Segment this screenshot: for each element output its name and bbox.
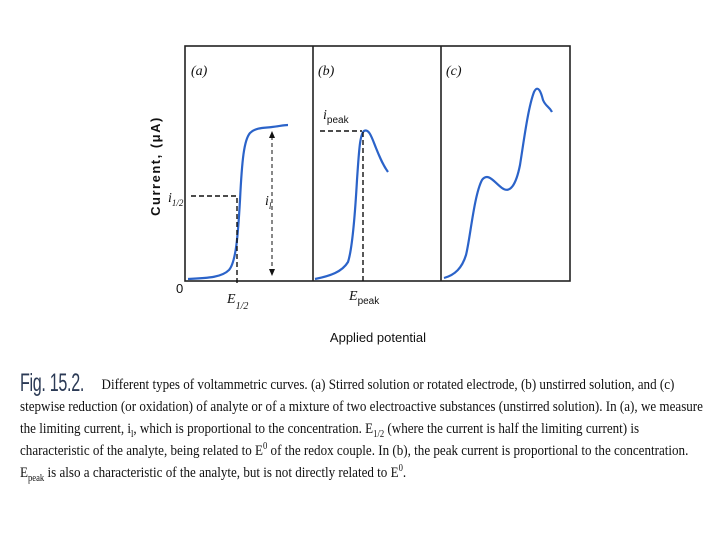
- caption-text-4: of the redox couple. In (b), the peak current is proportional to the concentration. E: [20, 442, 689, 481]
- curve-a-stirred: [188, 125, 288, 279]
- caption-text-1: Different types of voltammetric curves. (a) Stirred solution or rotated electrode, (b) unstirred solution, and (c) stepwise reduction (or oxidation) of analyte or of a mixture of two electroactive substances (unstirred solution). In (a), we measure the limiting current, i: [20, 376, 703, 437]
- il-label: $i_l$: [265, 194, 272, 211]
- il-arrow-head-down: [269, 269, 275, 276]
- panel-label-c: (c): [446, 64, 462, 79]
- zero-label: 0: [176, 281, 184, 296]
- figure-number: Fig. 15.2.: [20, 369, 85, 397]
- caption-sub-half: 1/2: [373, 429, 385, 441]
- caption-text-2: , which is proportional to the concentration. E: [133, 420, 374, 437]
- il-arrow-head-up: [269, 131, 275, 138]
- panel-label-a: (a): [191, 64, 208, 79]
- caption-text-3: (where the current is half the limiting current) is characteristic of the analyte, being related to E: [20, 420, 640, 459]
- caption-sup-0b: 0: [398, 462, 403, 474]
- ipeak-label: $i_{peak}$: [323, 108, 349, 126]
- panel-label-b: (b): [318, 64, 335, 79]
- e-half-label: $E_{1/2}$: [227, 292, 249, 312]
- x-axis-label: Applied potential: [329, 330, 427, 345]
- curve-b-unstirred: [315, 130, 388, 279]
- i-half-label: $i_{1/2}$: [168, 191, 184, 208]
- caption-text-5: is also a characteristic of the analyte, but is not directly related to E: [44, 464, 399, 481]
- curve-c-stepwise: [444, 89, 552, 278]
- epeak-label: $E_{peak}$: [349, 289, 380, 307]
- caption-sub-peak: peak: [27, 473, 45, 485]
- figure-caption: [20, 369, 708, 485]
- caption-text-6: .: [402, 464, 407, 481]
- caption-sup-0a: 0: [262, 440, 268, 452]
- y-axis-label: Current, (μA): [148, 116, 163, 216]
- caption-sub-l: l: [131, 429, 134, 441]
